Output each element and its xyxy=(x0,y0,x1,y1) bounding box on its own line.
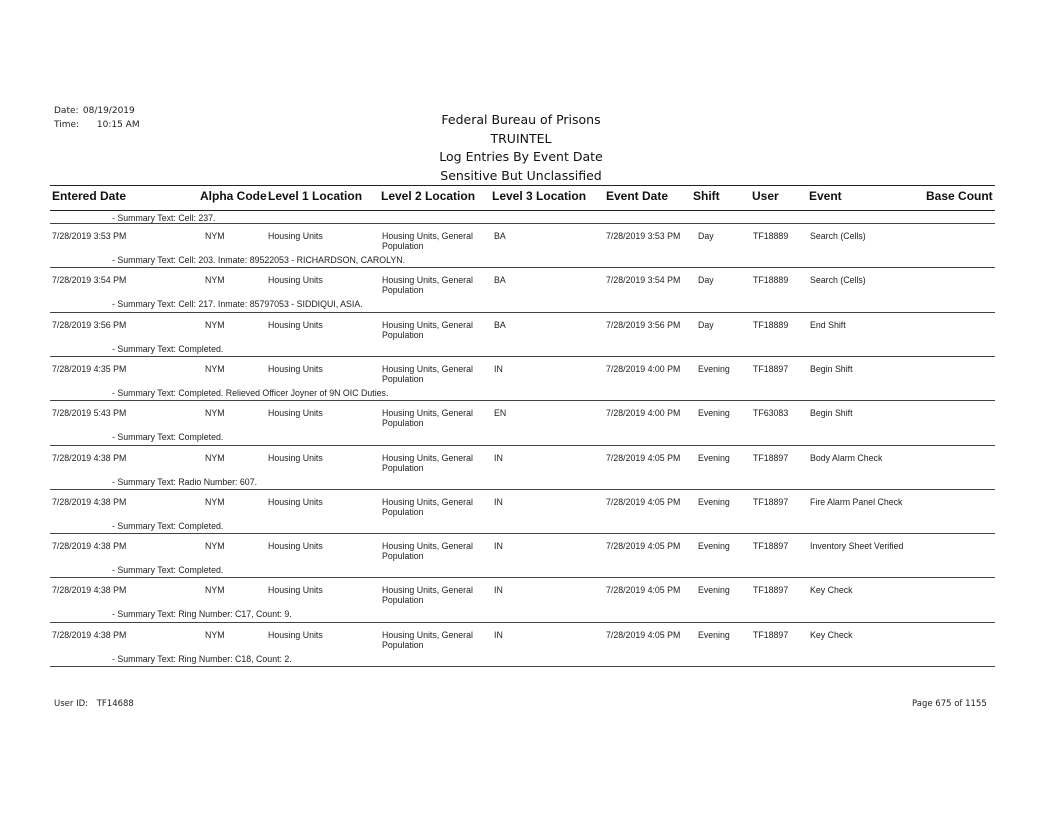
time-label: Time: xyxy=(54,120,80,130)
cell-event: End Shift xyxy=(810,319,846,330)
cell-entered-date: 7/28/2019 4:38 PM xyxy=(52,541,127,552)
report-date xyxy=(54,106,135,116)
cell-level1-location: Housing Units xyxy=(268,319,323,330)
cell-level2-location: Housing Units, General Population xyxy=(382,408,473,429)
cell-level3-location: IN xyxy=(494,585,503,596)
time-value: 10:15 AM xyxy=(96,120,140,130)
column-header-alpha-code: Alpha Code xyxy=(200,189,267,203)
cell-level2-location: Housing Units, General Population xyxy=(382,585,473,606)
cell-event: Inventory Sheet Verified xyxy=(810,541,904,552)
cell-entered-date: 7/28/2019 4:38 PM xyxy=(52,496,127,507)
cell-alpha-code: NYM xyxy=(205,585,225,596)
date-label: Date: xyxy=(54,106,79,116)
column-header-user: User xyxy=(752,189,779,203)
cell-level1-location: Housing Units xyxy=(268,363,323,374)
cell-level1-location: Housing Units xyxy=(268,452,323,463)
row-separator xyxy=(50,312,995,313)
cell-level3-location: IN xyxy=(494,496,503,507)
row-summary-text: - Summary Text: Completed. xyxy=(112,520,224,531)
cell-entered-date: 7/28/2019 3:56 PM xyxy=(52,319,127,330)
cell-alpha-code: NYM xyxy=(205,496,225,507)
user-id-label: User ID: xyxy=(54,699,88,709)
cell-level3-location: IN xyxy=(494,363,503,374)
title-agency: Federal Bureau of Prisons xyxy=(441,112,601,127)
cell-shift: Evening xyxy=(698,496,730,507)
title-classification: Sensitive But Unclassified xyxy=(440,167,602,183)
cell-user: TF18889 xyxy=(753,231,789,241)
cell-alpha-code: NYM xyxy=(205,541,225,552)
cell-level3-location: EN xyxy=(494,408,507,419)
cell-shift: Evening xyxy=(698,452,730,463)
cell-event-date: 7/28/2019 3:53 PM xyxy=(606,231,681,241)
cell-level2-location: Housing Units, General Population xyxy=(382,541,473,562)
row-summary-text: - Summary Text: Radio Number: 607. xyxy=(112,476,258,487)
cell-event-date: 7/28/2019 4:00 PM xyxy=(606,408,681,419)
date-value: 08/19/2019 xyxy=(82,106,135,116)
cell-level1-location: Housing Units xyxy=(268,408,323,419)
row-separator xyxy=(50,533,995,534)
cell-alpha-code: NYM xyxy=(205,408,225,419)
cell-level1-location: Housing Units xyxy=(268,629,323,640)
cell-user: TF18897 xyxy=(753,629,789,640)
cell-event: Body Alarm Check xyxy=(810,452,883,463)
row-separator xyxy=(50,577,995,578)
column-header-level2: Level 2 Location xyxy=(381,189,476,203)
cell-level1-location: Housing Units xyxy=(268,275,323,286)
cell-user: TF18897 xyxy=(753,363,789,374)
cell-entered-date: 7/28/2019 5:43 PM xyxy=(52,408,127,419)
row-summary-text: - Summary Text: Ring Number: C18, Count: 2. xyxy=(112,653,292,664)
cell-shift: Day xyxy=(698,319,714,330)
cell-event: Fire Alarm Panel Check xyxy=(810,496,903,507)
cell-entered-date: 7/28/2019 4:35 PM xyxy=(52,363,127,374)
title-system: TRUINTEL xyxy=(490,130,552,146)
cell-event-date: 7/28/2019 3:56 PM xyxy=(606,319,681,330)
cell-event: Begin Shift xyxy=(810,408,853,419)
cell-event: Key Check xyxy=(810,585,853,596)
row-separator xyxy=(50,445,995,446)
report-time xyxy=(54,120,140,130)
column-header-level3: Level 3 Location xyxy=(492,189,587,203)
header-bottom-rule xyxy=(50,210,995,211)
first-summary-text: - Summary Text: Cell: 237. xyxy=(112,213,216,223)
cell-level1-location: Housing Units xyxy=(268,585,323,596)
cell-user: TF63083 xyxy=(753,408,789,419)
cell-level3-location: IN xyxy=(494,629,503,640)
cell-level2-location: Housing Units, General Population xyxy=(382,496,473,517)
cell-event-date: 7/28/2019 4:05 PM xyxy=(606,452,681,463)
cell-alpha-code: NYM xyxy=(205,363,225,374)
row-separator xyxy=(50,356,995,357)
report-title xyxy=(420,111,622,185)
cell-user: TF18889 xyxy=(753,275,789,286)
column-header-entered-date: Entered Date xyxy=(52,189,127,203)
user-id-value: TF14688 xyxy=(96,699,134,709)
cell-shift: Evening xyxy=(698,629,730,640)
column-header-event-date: Event Date xyxy=(606,189,669,203)
cell-alpha-code: NYM xyxy=(205,629,225,640)
row-separator xyxy=(50,400,995,401)
row-summary-text: - Summary Text: Completed. xyxy=(112,343,224,354)
cell-level2-location: Housing Units, General Population xyxy=(382,319,473,340)
cell-event-date: 7/28/2019 4:05 PM xyxy=(606,496,681,507)
cell-event-date: 7/28/2019 4:05 PM xyxy=(606,629,681,640)
column-header-level1: Level 1 Location xyxy=(268,189,363,203)
row-separator xyxy=(50,622,995,623)
cell-level3-location: BA xyxy=(494,275,506,286)
row-separator xyxy=(50,223,995,224)
cell-event-date: 7/28/2019 4:00 PM xyxy=(606,363,681,374)
cell-level1-location: Housing Units xyxy=(268,541,323,552)
row-summary-text: - Summary Text: Completed. xyxy=(112,432,224,443)
cell-user: TF18897 xyxy=(753,541,789,552)
cell-user: TF18889 xyxy=(753,319,789,330)
row-summary-text: - Summary Text: Completed. Relieved Officer Joyner of 9N OIC Duties. xyxy=(112,387,389,398)
cell-event-date: 7/28/2019 4:05 PM xyxy=(606,541,681,552)
page-number: Page 675 of 1155 xyxy=(912,699,987,709)
cell-entered-date: 7/28/2019 4:38 PM xyxy=(52,585,127,596)
row-separator xyxy=(50,267,995,268)
title-report: Log Entries By Event Date xyxy=(439,149,603,164)
cell-alpha-code: NYM xyxy=(205,319,225,330)
cell-level3-location: BA xyxy=(494,319,506,330)
header-top-rule xyxy=(50,185,995,186)
cell-entered-date: 7/28/2019 3:53 PM xyxy=(52,231,127,241)
cell-alpha-code: NYM xyxy=(205,275,225,286)
cell-event-date: 7/28/2019 3:54 PM xyxy=(606,275,681,286)
cell-entered-date: 7/28/2019 3:54 PM xyxy=(52,275,127,286)
cell-event: Key Check xyxy=(810,629,853,640)
cell-level2-location: Housing Units, General Population xyxy=(382,275,473,296)
cell-shift: Evening xyxy=(698,585,730,596)
row-summary-text: - Summary Text: Ring Number: C17, Count: 9. xyxy=(112,609,292,620)
cell-level1-location: Housing Units xyxy=(268,496,323,507)
cell-level2-location: Housing Units, General Population xyxy=(382,231,473,251)
cell-event-date: 7/28/2019 4:05 PM xyxy=(606,585,681,596)
cell-user: TF18897 xyxy=(753,496,789,507)
cell-shift: Evening xyxy=(698,363,730,374)
row-summary-text: - Summary Text: Completed. xyxy=(112,565,224,576)
cell-user: TF18897 xyxy=(753,452,789,463)
cell-level3-location: IN xyxy=(494,541,503,552)
column-header-event: Event xyxy=(809,189,842,203)
cell-shift: Day xyxy=(698,275,714,286)
cell-event: Search (Cells) xyxy=(810,231,866,241)
column-header-shift: Shift xyxy=(693,189,720,203)
cell-entered-date: 7/28/2019 4:38 PM xyxy=(52,452,127,463)
cell-level2-location: Housing Units, General Population xyxy=(382,629,473,650)
row-separator xyxy=(50,489,995,490)
footer-user xyxy=(54,699,134,709)
row-summary-text: - Summary Text: Cell: 217. Inmate: 85797053 - SIDDIQUI, ASIA. xyxy=(112,299,363,310)
cell-event: Begin Shift xyxy=(810,363,853,374)
cell-shift: Evening xyxy=(698,541,730,552)
cell-level2-location: Housing Units, General Population xyxy=(382,452,473,473)
cell-entered-date: 7/28/2019 4:38 PM xyxy=(52,629,127,640)
cell-level3-location: BA xyxy=(494,231,506,241)
cell-shift: Evening xyxy=(698,408,730,419)
cell-level2-location: Housing Units, General Population xyxy=(382,363,473,384)
cell-alpha-code: NYM xyxy=(205,452,225,463)
cell-event: Search (Cells) xyxy=(810,275,866,286)
row-summary-text: - Summary Text: Cell: 203. Inmate: 89522053 - RICHARDSON, CAROLYN. xyxy=(112,255,406,265)
column-header-base-count: Base Count xyxy=(926,189,993,203)
cell-level3-location: IN xyxy=(494,452,503,463)
table-bottom-rule xyxy=(50,666,995,667)
cell-level1-location: Housing Units xyxy=(268,231,323,241)
cell-alpha-code: NYM xyxy=(205,231,225,241)
cell-user: TF18897 xyxy=(753,585,789,596)
cell-shift: Day xyxy=(698,231,714,241)
